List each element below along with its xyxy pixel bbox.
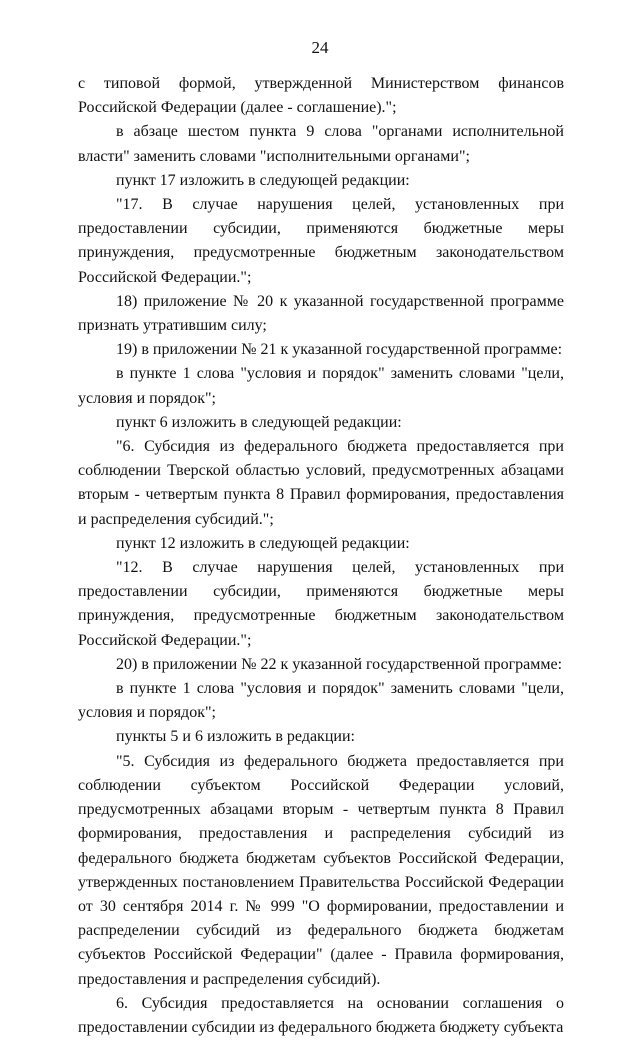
paragraph-14: пункты 5 и 6 изложить в редакции: (116, 728, 355, 746)
paragraph-12: 20) в приложении № 22 к указанной государственной программе: (116, 655, 563, 673)
paragraph-15: "5. Субсидия из федерального бюджета предоставляется при соблюдении субъектом Российской Федерации условий, предусмотренных абзацами вторым - четвертым пункта 8 Правил формирования, предоставления и распределения субсидий из федерального бюджета бюджетам субъектов Российской Федерации, утвержденных постановлением Правительства Российской Федерации от 30 сентября 2014 г. № 999 "О формировании, предоставлении и распределении субсидий из федерального бюджета бюджетам субъектов Российской Федерации" (далее - Правила формирования, предоставления и распределения субсидий). (78, 752, 564, 988)
paragraph-16: 6. Субсидия предоставляется на основании соглашения о предоставлении субсидии из федерального бюджета бюджету субъекта (78, 994, 564, 1036)
paragraph-8: пункт 6 изложить в следующей редакции: (116, 413, 402, 431)
paragraph-11: "12. В случае нарушения целей, установленных при предоставлении субсидии, применяются бюджетные меры принуждения, предусмотренные бюджетным законодательством Российской Федерации."; (78, 559, 564, 649)
paragraph-1: с типовой формой, утвержденной Министерством финансов Российской Федерации (далее - соглашение)."; (78, 75, 564, 117)
document-body (78, 72, 564, 1040)
paragraph-5: 18) приложение № 20 к указанной государственной программе признать утратившим силу; (78, 292, 564, 335)
page-number: 24 (311, 38, 329, 57)
paragraph-2: в абзаце шестом пункта 9 слова "органами исполнительной власти" заменить словами "исполнительными органами"; (78, 123, 564, 165)
paragraph-9: "6. Субсидия из федерального бюджета предоставляется при соблюдении Тверской областью условий, предусмотренных абзацами вторым - четвертым пункта 8 Правил формирования, предоставления и распределения субсидий."; (78, 438, 564, 528)
paragraph-3: пункт 17 изложить в следующей редакции: (116, 171, 410, 189)
paragraph-7: в пункте 1 слова "условия и порядок" заменить словами "цели, условия и порядок"; (78, 365, 564, 407)
paragraph-10: пункт 12 изложить в следующей редакции: (116, 534, 410, 552)
paragraph-6: 19) в приложении № 21 к указанной государственной программе: (116, 341, 563, 359)
paragraph-4: "17. В случае нарушения целей, установленных при предоставлении субсидии, применяются бюджетные меры принуждения, предусмотренные бюджетным законодательством Российской Федерации."; (78, 196, 564, 286)
paragraph-13: в пункте 1 слова "условия и порядок" заменить словами "цели, условия и порядок"; (78, 680, 564, 722)
